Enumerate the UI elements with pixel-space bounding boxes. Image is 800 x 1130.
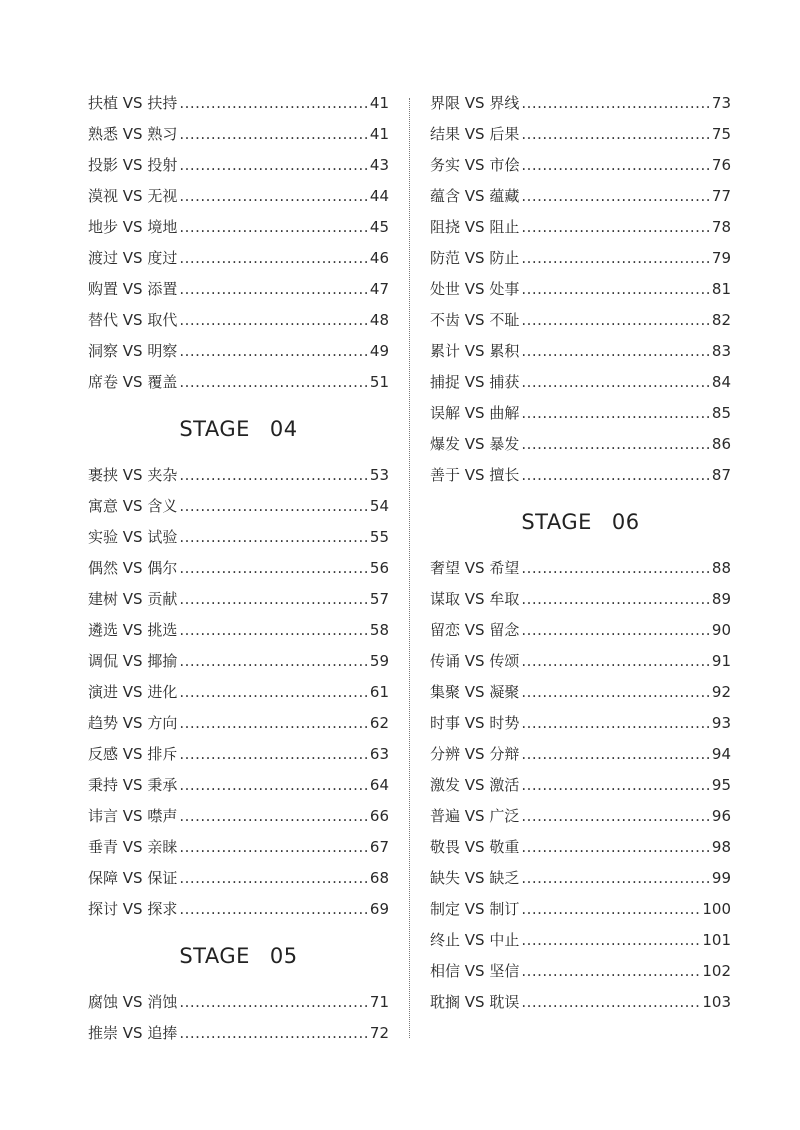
toc-entry-title: 建树 VS 贡献: [88, 590, 178, 608]
toc-page-number: 77: [711, 187, 731, 205]
toc-entry-title: 时事 VS 时势: [430, 714, 520, 732]
toc-entry-title: 探讨 VS 探求: [88, 900, 178, 918]
toc-entry-title: 处世 VS 处事: [430, 280, 520, 298]
toc-entry-title: 演进 VS 进化: [88, 683, 178, 701]
dot-leader: [521, 212, 710, 243]
stage-label: STAGE: [179, 944, 250, 968]
dot-leader: [521, 150, 710, 181]
toc-entry-title: 偶然 VS 偶尔: [88, 559, 178, 577]
dot-leader: [179, 1018, 368, 1049]
toc-entry-title: 阻挠 VS 阻止: [430, 218, 520, 236]
toc-entry[interactable]: [430, 553, 731, 584]
toc-page-number: 55: [369, 528, 389, 546]
dot-leader: [179, 305, 368, 336]
toc-entry-title: 普遍 VS 广泛: [430, 807, 520, 825]
toc-entry[interactable]: [88, 894, 389, 925]
toc-entry-title: 激发 VS 激活: [430, 776, 520, 794]
toc-entry[interactable]: [88, 522, 389, 553]
toc-page-number: 84: [711, 373, 731, 391]
toc-page-number: 59: [369, 652, 389, 670]
toc-page-number: 101: [702, 931, 731, 949]
toc-entry[interactable]: [430, 429, 731, 460]
toc-entry[interactable]: [430, 212, 731, 243]
toc-entry-title: 地步 VS 境地: [88, 218, 178, 236]
toc-entry-title: 误解 VS 曲解: [430, 404, 520, 422]
toc-entry[interactable]: [88, 150, 389, 181]
toc-entry[interactable]: [430, 460, 731, 491]
toc-entry-title: 捕捉 VS 捕获: [430, 373, 520, 391]
toc-entry[interactable]: [88, 491, 389, 522]
toc-entry-title: 保障 VS 保证: [88, 869, 178, 887]
toc-entry-title: 调侃 VS 揶揄: [88, 652, 178, 670]
toc-page-number: 103: [702, 993, 731, 1011]
dot-leader: [521, 243, 710, 274]
toc-entry[interactable]: [88, 832, 389, 863]
dot-leader: [179, 615, 368, 646]
toc-page-number: 67: [369, 838, 389, 856]
toc-entry[interactable]: [88, 181, 389, 212]
dot-leader: [179, 553, 368, 584]
dot-leader: [521, 925, 700, 956]
toc-entry[interactable]: [430, 708, 731, 739]
toc-entry-title: 累计 VS 累积: [430, 342, 520, 360]
toc-entry-title: 爆发 VS 暴发: [430, 435, 520, 453]
dot-leader: [179, 460, 368, 491]
toc-entry[interactable]: [430, 243, 731, 274]
toc-page-number: 68: [369, 869, 389, 887]
stage-heading: [88, 925, 389, 987]
dot-leader: [521, 956, 700, 987]
toc-page-number: 51: [369, 373, 389, 391]
toc-entry-title: 善于 VS 擅长: [430, 466, 520, 484]
toc-entry[interactable]: [430, 336, 731, 367]
toc-page-number: 96: [711, 807, 731, 825]
toc-entry[interactable]: [430, 801, 731, 832]
toc-entry[interactable]: [88, 987, 389, 1018]
dot-leader: [179, 708, 368, 739]
stage-number: 06: [611, 510, 640, 534]
toc-page-number: 46: [369, 249, 389, 267]
toc-entry[interactable]: [430, 274, 731, 305]
toc-entry-title: 防范 VS 防止: [430, 249, 520, 267]
dot-leader: [521, 832, 710, 863]
toc-entry[interactable]: [88, 367, 389, 398]
toc-entry-title: 投影 VS 投射: [88, 156, 178, 174]
toc-entry[interactable]: [88, 739, 389, 770]
dot-leader: [521, 801, 710, 832]
toc-entry[interactable]: [430, 305, 731, 336]
toc-entry-title: 趋势 VS 方向: [88, 714, 178, 732]
toc-entry-title: 缺失 VS 缺乏: [430, 869, 520, 887]
dot-leader: [521, 553, 710, 584]
toc-page-number: 87: [711, 466, 731, 484]
toc-page-number: 44: [369, 187, 389, 205]
toc-page-number: 75: [711, 125, 731, 143]
toc-page-number: 71: [369, 993, 389, 1011]
dot-leader: [179, 88, 368, 119]
toc-entry[interactable]: [430, 832, 731, 863]
toc-entry-title: 漠视 VS 无视: [88, 187, 178, 205]
dot-leader: [179, 212, 368, 243]
toc-page-number: 93: [711, 714, 731, 732]
dot-leader: [179, 584, 368, 615]
toc-page-number: 43: [369, 156, 389, 174]
toc-page-number: 89: [711, 590, 731, 608]
toc-entry[interactable]: [88, 212, 389, 243]
toc-entry[interactable]: [88, 336, 389, 367]
toc-entry[interactable]: [430, 739, 731, 770]
toc-entry[interactable]: [430, 956, 731, 987]
dot-leader: [521, 615, 710, 646]
toc-page-number: 82: [711, 311, 731, 329]
toc-page-number: 54: [369, 497, 389, 515]
toc-entry-title: 腐蚀 VS 消蚀: [88, 993, 178, 1011]
stage-number: 05: [269, 944, 298, 968]
toc-entry[interactable]: [88, 646, 389, 677]
dot-leader: [179, 832, 368, 863]
toc-page-number: 72: [369, 1024, 389, 1042]
dot-leader: [521, 398, 710, 429]
toc-page-number: 64: [369, 776, 389, 794]
toc-page-number: 45: [369, 218, 389, 236]
dot-leader: [179, 987, 368, 1018]
toc-entry-title: 熟悉 VS 熟习: [88, 125, 178, 143]
toc-page-number: 102: [702, 962, 731, 980]
dot-leader: [179, 801, 368, 832]
toc-entry-title: 裹挟 VS 夹杂: [88, 466, 178, 484]
dot-leader: [521, 274, 710, 305]
toc-entry[interactable]: [430, 925, 731, 956]
toc-entry[interactable]: [88, 274, 389, 305]
toc-entry-title: 购置 VS 添置: [88, 280, 178, 298]
toc-entry[interactable]: [88, 460, 389, 491]
toc-entry-title: 实验 VS 试验: [88, 528, 178, 546]
dot-leader: [521, 646, 710, 677]
dot-leader: [179, 243, 368, 274]
toc-entry-title: 耽搁 VS 耽误: [430, 993, 520, 1011]
toc-page-number: 56: [369, 559, 389, 577]
toc-entry[interactable]: [88, 770, 389, 801]
dot-leader: [179, 119, 368, 150]
toc-entry[interactable]: [430, 584, 731, 615]
toc-entry-title: 结果 VS 后果: [430, 125, 520, 143]
toc-page-number: 94: [711, 745, 731, 763]
toc-page-number: 41: [369, 125, 389, 143]
toc-entry[interactable]: [88, 708, 389, 739]
stage-label: STAGE: [179, 417, 250, 441]
toc-entry-title: 替代 VS 取代: [88, 311, 178, 329]
dot-leader: [179, 739, 368, 770]
toc-entry-title: 推崇 VS 追捧: [88, 1024, 178, 1042]
toc-page-number: 95: [711, 776, 731, 794]
toc-page-number: 99: [711, 869, 731, 887]
toc-entry[interactable]: [88, 243, 389, 274]
toc-page-number: 90: [711, 621, 731, 639]
toc-entry[interactable]: [88, 119, 389, 150]
toc-entry-title: 洞察 VS 明察: [88, 342, 178, 360]
toc-entry[interactable]: [430, 150, 731, 181]
dot-leader: [521, 677, 710, 708]
toc-entry-title: 分辨 VS 分辩: [430, 745, 520, 763]
toc-page-number: 91: [711, 652, 731, 670]
toc-entry[interactable]: [88, 88, 389, 119]
dot-leader: [179, 863, 368, 894]
toc-page-number: 53: [369, 466, 389, 484]
toc-page-number: 92: [711, 683, 731, 701]
dot-leader: [179, 677, 368, 708]
dot-leader: [521, 584, 710, 615]
dot-leader: [179, 522, 368, 553]
toc-entry-title: 席卷 VS 覆盖: [88, 373, 178, 391]
toc-page-number: 86: [711, 435, 731, 453]
toc-entry-title: 制定 VS 制订: [430, 900, 520, 918]
toc-entry[interactable]: [88, 863, 389, 894]
toc-page-number: 85: [711, 404, 731, 422]
dot-leader: [179, 367, 368, 398]
dot-leader: [521, 181, 710, 212]
toc-page-number: 61: [369, 683, 389, 701]
dot-leader: [179, 274, 368, 305]
toc-page-number: 100: [702, 900, 731, 918]
dot-leader: [179, 181, 368, 212]
toc-entry[interactable]: [430, 88, 731, 119]
toc-entry-title: 垂青 VS 亲睐: [88, 838, 178, 856]
toc-entry-title: 留恋 VS 留念: [430, 621, 520, 639]
dot-leader: [179, 770, 368, 801]
dot-leader: [521, 987, 700, 1018]
toc-entry[interactable]: [430, 894, 731, 925]
toc-entry[interactable]: [88, 305, 389, 336]
toc-entry[interactable]: [430, 770, 731, 801]
toc-entry-title: 不齿 VS 不耻: [430, 311, 520, 329]
toc-entry-title: 相信 VS 坚信: [430, 962, 520, 980]
toc-entry-title: 谋取 VS 牟取: [430, 590, 520, 608]
toc-entry[interactable]: [88, 615, 389, 646]
toc-page-number: 57: [369, 590, 389, 608]
dot-leader: [521, 770, 710, 801]
toc-page-number: 49: [369, 342, 389, 360]
toc-entry[interactable]: [430, 119, 731, 150]
toc-page-number: 78: [711, 218, 731, 236]
toc-page-number: 41: [369, 94, 389, 112]
dot-leader: [179, 894, 368, 925]
toc-entry-title: 界限 VS 界线: [430, 94, 520, 112]
toc-page-number: 69: [369, 900, 389, 918]
toc-entry-title: 讳言 VS 噤声: [88, 807, 178, 825]
toc-entry[interactable]: [430, 646, 731, 677]
toc-page-number: 81: [711, 280, 731, 298]
dot-leader: [521, 460, 710, 491]
toc-page-number: 88: [711, 559, 731, 577]
dot-leader: [521, 429, 710, 460]
toc-entry-title: 反感 VS 排斥: [88, 745, 178, 763]
toc-entry[interactable]: [430, 181, 731, 212]
dot-leader: [521, 305, 710, 336]
dot-leader: [521, 863, 710, 894]
toc-entry-title: 集聚 VS 凝聚: [430, 683, 520, 701]
toc-entry[interactable]: [430, 367, 731, 398]
toc-entry-title: 蕴含 VS 蕴藏: [430, 187, 520, 205]
dot-leader: [179, 150, 368, 181]
toc-page-number: 48: [369, 311, 389, 329]
toc-entry[interactable]: [430, 863, 731, 894]
dot-leader: [521, 894, 700, 925]
toc-entry-title: 秉持 VS 秉承: [88, 776, 178, 794]
toc-entry[interactable]: [88, 584, 389, 615]
toc-page-number: 76: [711, 156, 731, 174]
toc-page-number: 63: [369, 745, 389, 763]
toc-page-number: 83: [711, 342, 731, 360]
stage-label: STAGE: [521, 510, 592, 534]
stage-number: 04: [269, 417, 298, 441]
toc-entry-title: 扶植 VS 扶持: [88, 94, 178, 112]
toc-left-column: [88, 88, 389, 1049]
toc-entry[interactable]: [430, 398, 731, 429]
dot-leader: [521, 367, 710, 398]
toc-entry[interactable]: [88, 1018, 389, 1049]
toc-page-number: 62: [369, 714, 389, 732]
toc-entry-title: 渡过 VS 度过: [88, 249, 178, 267]
dot-leader: [179, 646, 368, 677]
toc-entry-title: 终止 VS 中止: [430, 931, 520, 949]
toc-entry[interactable]: [88, 801, 389, 832]
dot-leader: [521, 88, 710, 119]
toc-entry-title: 奢望 VS 希望: [430, 559, 520, 577]
toc-page-number: 66: [369, 807, 389, 825]
toc-page-number: 98: [711, 838, 731, 856]
toc-entry[interactable]: [430, 615, 731, 646]
stage-heading: [430, 491, 731, 553]
toc-entry-title: 遴选 VS 挑选: [88, 621, 178, 639]
toc-page-number: 58: [369, 621, 389, 639]
dot-leader: [521, 119, 710, 150]
toc-entry-title: 寓意 VS 含义: [88, 497, 178, 515]
toc-right-column: [430, 88, 731, 1018]
toc-entry[interactable]: [88, 677, 389, 708]
toc-entry[interactable]: [88, 553, 389, 584]
dot-leader: [179, 336, 368, 367]
dot-leader: [521, 336, 710, 367]
toc-entry[interactable]: [430, 677, 731, 708]
toc-page-number: 79: [711, 249, 731, 267]
toc-entry[interactable]: [430, 987, 731, 1018]
toc-entry-title: 传诵 VS 传颂: [430, 652, 520, 670]
dot-leader: [521, 708, 710, 739]
stage-heading: [88, 398, 389, 460]
column-divider: [409, 98, 410, 1038]
dot-leader: [521, 739, 710, 770]
dot-leader: [179, 491, 368, 522]
toc-page-number: 47: [369, 280, 389, 298]
toc-page-number: 73: [711, 94, 731, 112]
toc-entry-title: 务实 VS 市侩: [430, 156, 520, 174]
toc-entry-title: 敬畏 VS 敬重: [430, 838, 520, 856]
